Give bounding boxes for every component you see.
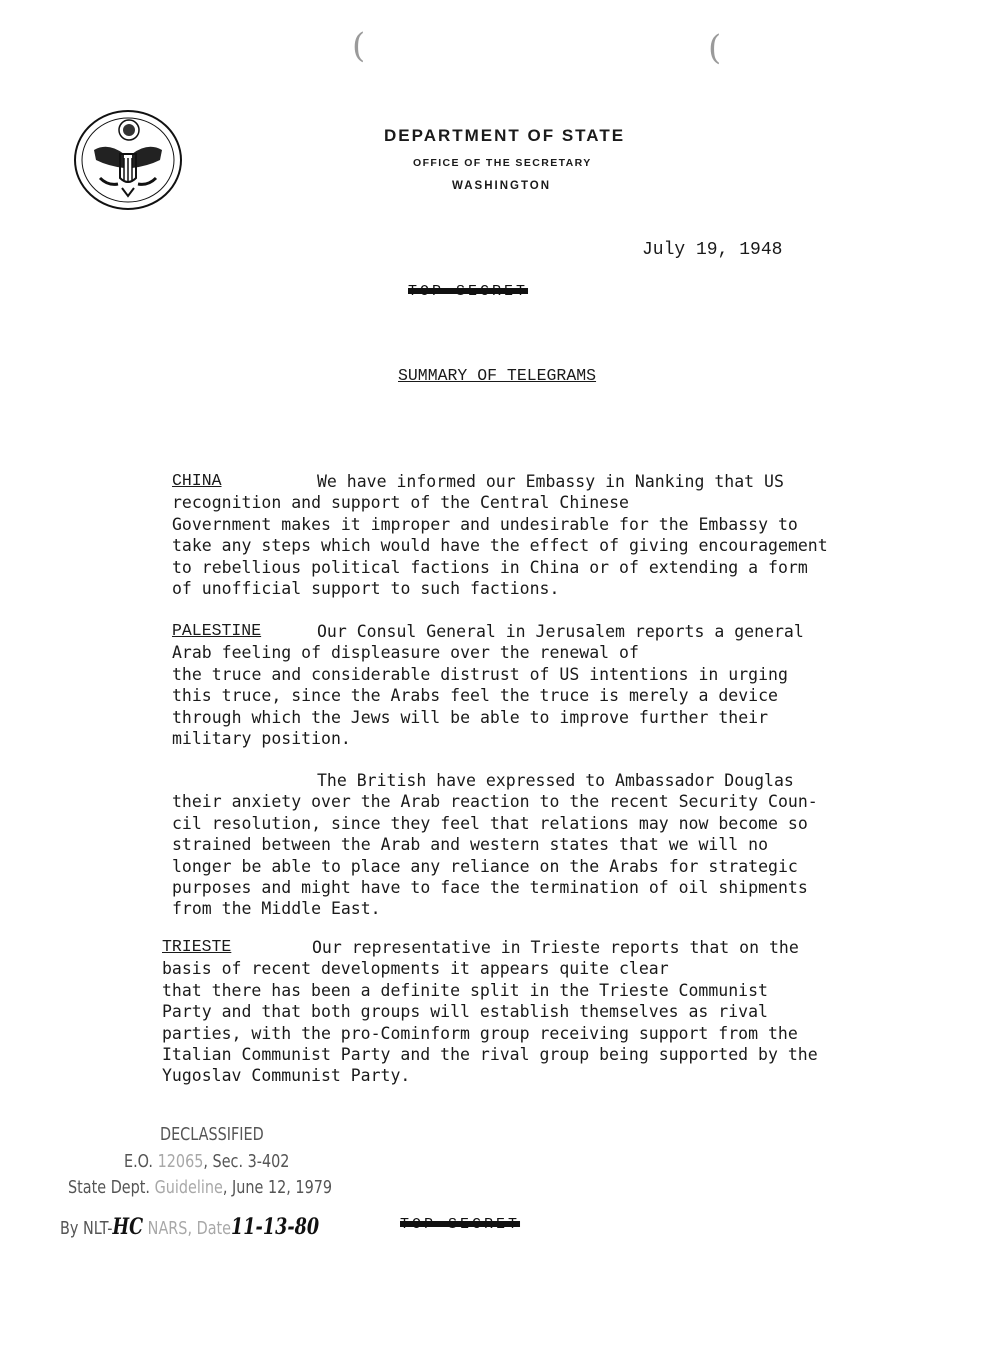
declassified-authority: E.O. 12065, Sec. 3-402 [124, 1151, 290, 1172]
section-text-china: We have informed our Embassy in Nanking that US recognition and support of the Central Chinese Government makes it improper and undesirable for the Embassy to take any steps which would have the effect of giving encouragement to rebellious political factions in China or of extending a form of unofficial support to such factions. [172, 472, 828, 599]
declassified-stamp-title: DECLASSIFIED [160, 1124, 264, 1145]
section-label-trieste: TRIESTE [162, 937, 232, 956]
letterhead-office: OFFICE OF THE SECRETARY [413, 157, 592, 169]
document-date: July 19, 1948 [642, 240, 783, 260]
paper-mark: ( [708, 28, 722, 68]
letterhead-department: DEPARTMENT OF STATE [384, 126, 626, 145]
section-text-trieste: Our representative in Trieste reports that on the basis of recent developments it appears quite clear that there has been a definite split in the Trieste Communist Party and that both groups will establish themselves as rival parties, with the pro-Cominform group receiving support from the Italian Communist Party and the rival group being supported by the Yugoslav Communist Party. [162, 938, 818, 1086]
section-label-palestine: PALESTINE [172, 621, 262, 640]
handwritten-date: 11-13-80 [231, 1214, 320, 1240]
reviewer-initials: HC [112, 1214, 144, 1240]
paper-mark: ( [352, 26, 366, 66]
section-text-palestine: Our Consul General in Jerusalem reports a general Arab feeling of displeasure over the renewal of the truce and considerable distrust of US intentions in urging this truce, since the Arabs feel the truce is merely a device through which the Jews will be able to improve further their military position. [172, 622, 804, 749]
classification-marking-bottom: TOP SECRET [400, 1216, 521, 1233]
section-label-china: CHINA [172, 471, 222, 490]
document-title: SUMMARY OF TELEGRAMS [398, 366, 597, 385]
classification-marking-top: TOP SECRET [408, 283, 529, 300]
letterhead-city: WASHINGTON [452, 180, 552, 192]
declassified-guideline: State Dept. Guideline, June 12, 1979 [68, 1177, 333, 1198]
section-text-palestine-continued: The British have expressed to Ambassador Douglas their anxiety over the Arab reaction to the recent Security Coun- cil resolution, since they feel that relations may now become so strained between the Arab and western states that we will no longer be able to place any reliance on the Arabs for strategic purposes and might have to face the termination of oil shipments from the Middle East. [172, 771, 818, 919]
declassified-authorization: By NLT-HC NARS, Date11-13-80 [60, 1214, 320, 1240]
state-department-seal [72, 108, 184, 212]
